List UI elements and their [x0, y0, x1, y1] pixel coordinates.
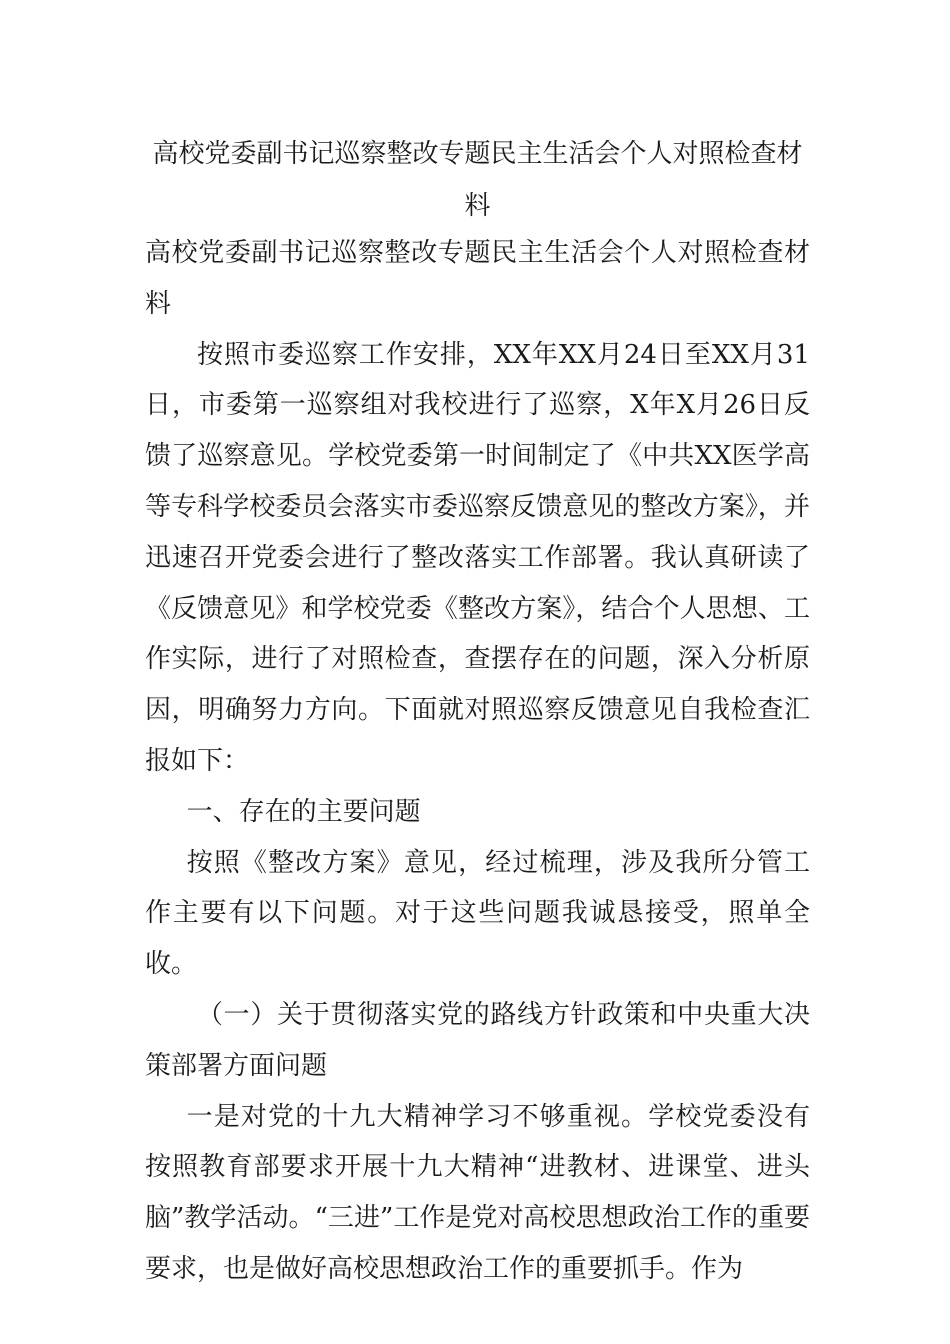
document-subtitle: 高校党委副书记巡察整改专题民主生活会个人对照检查材料	[145, 238, 810, 319]
subsection-heading: （一）关于贯彻落实党的路线方针政策和中央重大决策部署方面问题	[145, 999, 810, 1081]
section-heading: 一、存在的主要问题	[186, 796, 421, 827]
paragraph-overview: 按照《整改方案》意见，经过梳理，涉及我所分管工作主要有以下问题。对于这些问题我诚恳接受，照单全收。	[145, 847, 810, 980]
paragraph-intro: 按照市委巡察工作安排，XX年XX月24日至XX月31日，市委第一巡察组对我校进行了巡察，X年X月26日反馈了巡察意见。学校党委第一时间制定了《中共XX医学高等专科学校委员会落实市委巡察反馈意见的整改方案》，并迅速召开党委会进行了整改落实工作部署。我认真研读了《反馈意见》和学校党委《整改方案》，结合个人思想、工作实际，进行了对照检查，查摆存在的问题，深入分析原因，明确努力方向。下面就对照巡察反馈意见自我检查汇报如下：	[145, 339, 810, 776]
document-title: 高校党委副书记巡察整改专题民主生活会个人对照检查材料	[152, 139, 803, 221]
paragraph-issue-1: 一是对党的十九大精神学习不够重视。学校党委没有按照教育部要求开展十九大精神“进教材、进课堂、进头脑”教学活动。“三进”工作是党对高校思想政治工作的重要要求，也是做好高校思想政治工作的重要抓手。作为	[145, 1101, 810, 1284]
document-body	[145, 228, 810, 1295]
